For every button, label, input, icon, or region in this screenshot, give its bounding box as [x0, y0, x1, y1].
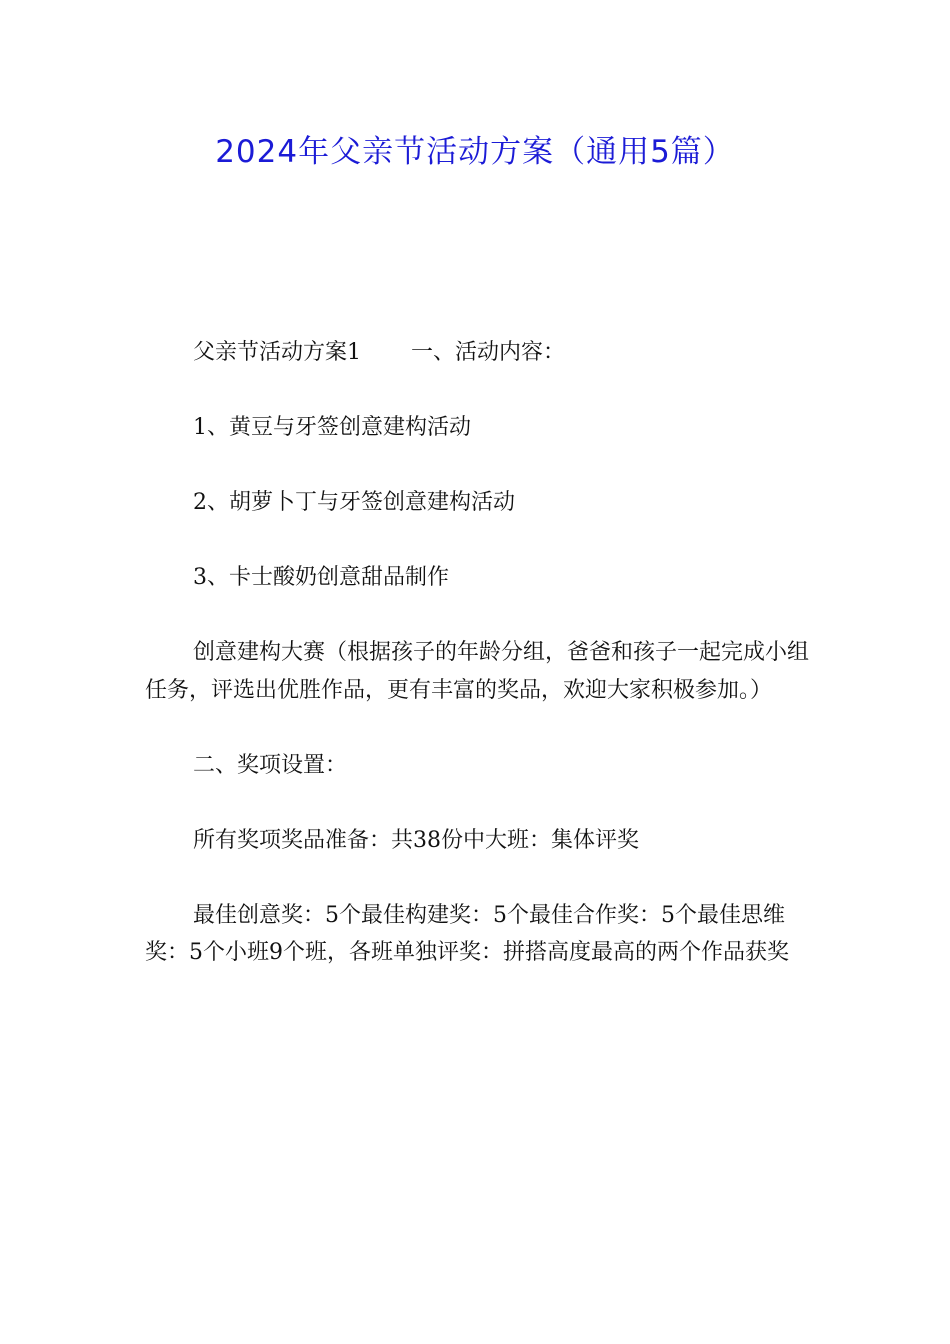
paragraph: 二、奖项设置： [193, 752, 348, 778]
paragraph: 3、卡士酸奶创意甜品制作 [193, 565, 449, 590]
document-title: 2024年父亲节活动方案（通用5篇） [215, 134, 735, 170]
paragraph: 1、黄豆与牙签创意建构活动 [193, 415, 471, 440]
paragraph-gap [145, 447, 810, 485]
paragraph: 创意建构大赛（根据孩子的年龄分组，爸爸和孩子一起完成小组任务，评选出优胜作品，更有丰富的奖品，欢迎大家积极参加。） [145, 640, 810, 703]
paragraph-gap [145, 372, 810, 410]
paragraph: 所有奖项奖品准备：共38份中大班：集体评奖 [193, 827, 639, 853]
paragraph: 最佳创意奖：5个最佳构建奖：5个最佳合作奖：5个最佳思维奖：5个小班9个班，各班单独评奖：拼搭高度最高的两个作品获奖 [145, 902, 789, 965]
section-heading-line [145, 334, 810, 372]
paragraph-gap [145, 522, 810, 560]
paragraph: 2、胡萝卜丁与牙签创意建构活动 [193, 490, 515, 515]
section-heading: 父亲节活动方案1 [193, 340, 361, 365]
section-subheading: 一、活动内容： [411, 340, 566, 365]
paragraph-gap [145, 784, 810, 822]
paragraph-gap [145, 597, 810, 635]
paragraph-gap [145, 709, 810, 747]
paragraph-gap [145, 859, 810, 897]
document-body [145, 334, 810, 972]
